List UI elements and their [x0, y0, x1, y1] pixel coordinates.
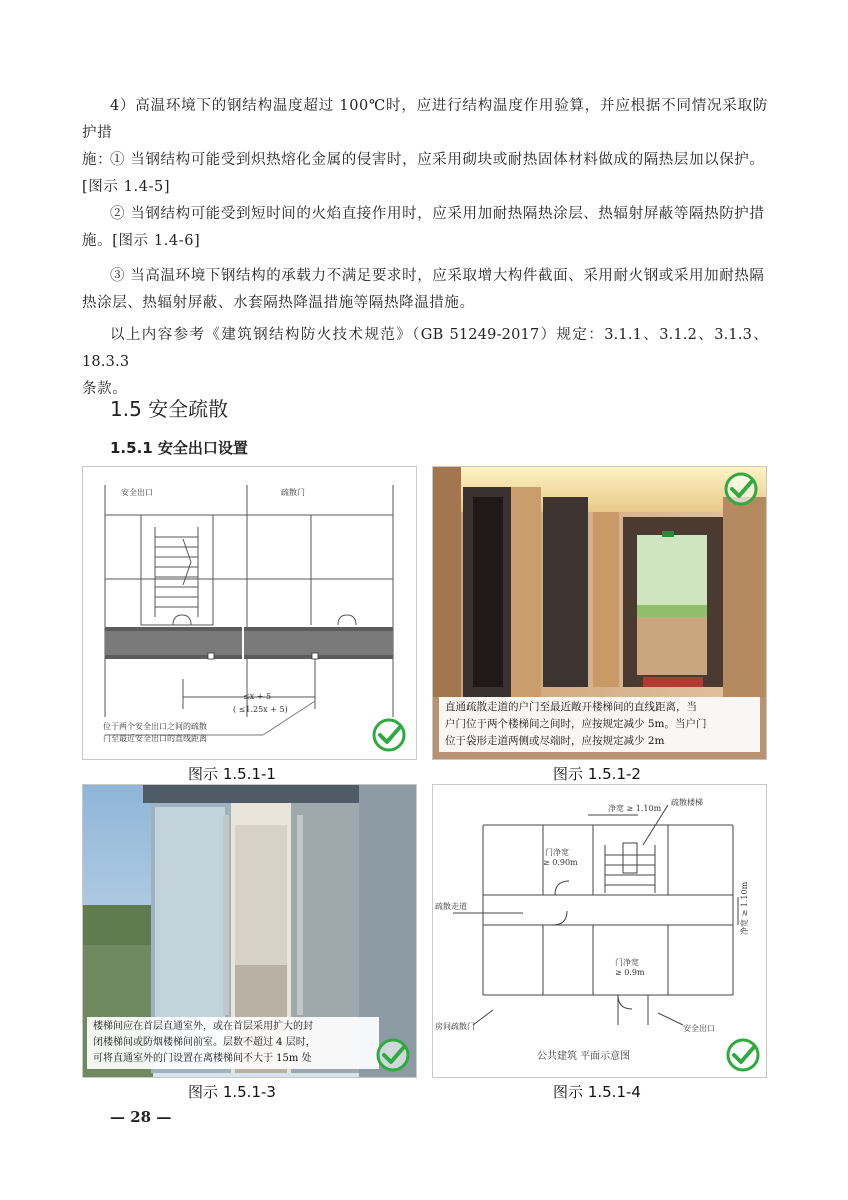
paragraph-3-line-1: ② 当钢结构可能受到短时间的火焰直接作用时，应采用加耐热隔热涂层、热辐射屏蔽等隔热防护措: [110, 206, 765, 222]
label-door-width-1: 门净宽: [545, 848, 569, 857]
label-door-width-2: 门净宽: [615, 958, 639, 967]
figure-3-note: [87, 1017, 379, 1069]
figure-4-caption: 图示 1.5.1-4: [553, 1083, 641, 1101]
paragraph-1-line-2: 施：: [82, 152, 113, 168]
paragraph-5-line-2: 条款。: [82, 381, 128, 397]
paragraph-4-line-1: ③ 当高温环境下钢结构的承载力不满足要求时，应采取增大构件截面、采用耐火钢或采用加耐热隔: [110, 268, 765, 284]
label-evac-stair: 疏散楼梯: [671, 798, 703, 807]
dimension-label-1: ≤x + 5: [243, 692, 272, 701]
check-icon: [725, 1037, 761, 1073]
figure-1-note-line-2: 门至最近安全出口的直线距离: [103, 734, 207, 743]
figure-4-drawing: [433, 785, 766, 1077]
figure-2-note-line-1: 直通疏散走道的户门至最近敞开楼梯间的直线距离，当: [445, 701, 697, 713]
subsection-title: 1.5.1 安全出口设置: [110, 439, 248, 457]
figure-2-note-line-3: 位于袋形走道两侧或尽端时，应按规定减少 2m: [445, 735, 665, 747]
page-number: — 28 —: [110, 1108, 172, 1126]
paragraph-5: [82, 322, 768, 403]
figure-4-subtitle: 公共建筑 平面示意图: [537, 1051, 631, 1062]
paragraph-4-line-2: 热涂层、热辐射屏蔽、水套隔热降温措施等隔热降温措施。: [82, 295, 475, 311]
figure-3-note-line-1: 楼梯间应在首层直通室外，或在首层采用扩大的封: [93, 1021, 313, 1032]
paragraph-2-line-2: [图示 1.4-5]: [82, 179, 171, 195]
section-title: 1.5 安全疏散: [110, 397, 229, 421]
paragraph-2: [82, 147, 768, 201]
label-safety-exit: 安全出口: [121, 488, 153, 497]
paragraph-2-line-1: ① 当钢结构可能受到炽热熔化金属的侵害时，应采用砌块或耐热固体材料做成的隔热层加以保护。: [110, 152, 765, 168]
paragraph-3: [82, 201, 768, 255]
label-door-width-2b: ≥ 0.9m: [615, 968, 645, 977]
label-net-width-2: 净宽 ≥ 1.10m: [740, 881, 749, 935]
figure-1-drawing: [83, 467, 416, 759]
label-net-width-1: 净宽 ≥ 1.10m: [608, 804, 662, 813]
figure-3-note-line-3: 可将直通室外的门设置在离楼梯间不大于 15m 处: [93, 1053, 312, 1064]
label-safety-exit-2: 安全出口: [683, 1024, 715, 1033]
figure-4-plan: [432, 784, 767, 1078]
figure-3-photo: [82, 784, 417, 1078]
figure-1-note-line-1: 位于两个安全出口之间的疏散: [103, 722, 207, 731]
figure-3-note-line-2: 闭楼梯间或防烟楼梯间前室。层数不超过 4 层时，: [93, 1037, 316, 1048]
figure-2-caption: 图示 1.5.1-2: [553, 765, 641, 783]
paragraph-5-line-1: 以上内容参考《建筑钢结构防火技术规范》（GB 51249-2017）规定：3.1.1、3.1.2、3.1.3、18.3.3: [82, 327, 768, 370]
figure-2-photo: [432, 466, 767, 760]
figure-3-caption: 图示 1.5.1-3: [188, 1083, 276, 1101]
dimension-label-2: ( ≤1.25x + 5): [233, 705, 288, 714]
figure-1-plan: [82, 466, 417, 760]
check-icon: [723, 471, 759, 507]
figure-2-note-line-2: 户门位于两个楼梯间之间时，应按规定减少 5m。当户门: [445, 718, 707, 730]
paragraph-1-line-1: 4）高温环境下的钢结构温度超过 100℃时，应进行结构温度作用验算，并应根据不同情况采取防护措: [82, 98, 768, 141]
paragraph-3-line-2: 施。[图示 1.4-6]: [82, 233, 201, 249]
label-evac-door: 疏散门: [281, 488, 305, 497]
figure-1-caption: 图示 1.5.1-1: [188, 765, 276, 783]
check-icon: [375, 1037, 411, 1073]
label-door-width-1b: ≥ 0.90m: [543, 858, 578, 867]
label-room-door: 房间疏散门: [435, 1022, 475, 1031]
figure-2-note: [439, 697, 760, 752]
label-corridor: 疏散走道: [435, 902, 467, 911]
paragraph-4: [82, 263, 768, 317]
check-icon: [371, 717, 407, 753]
